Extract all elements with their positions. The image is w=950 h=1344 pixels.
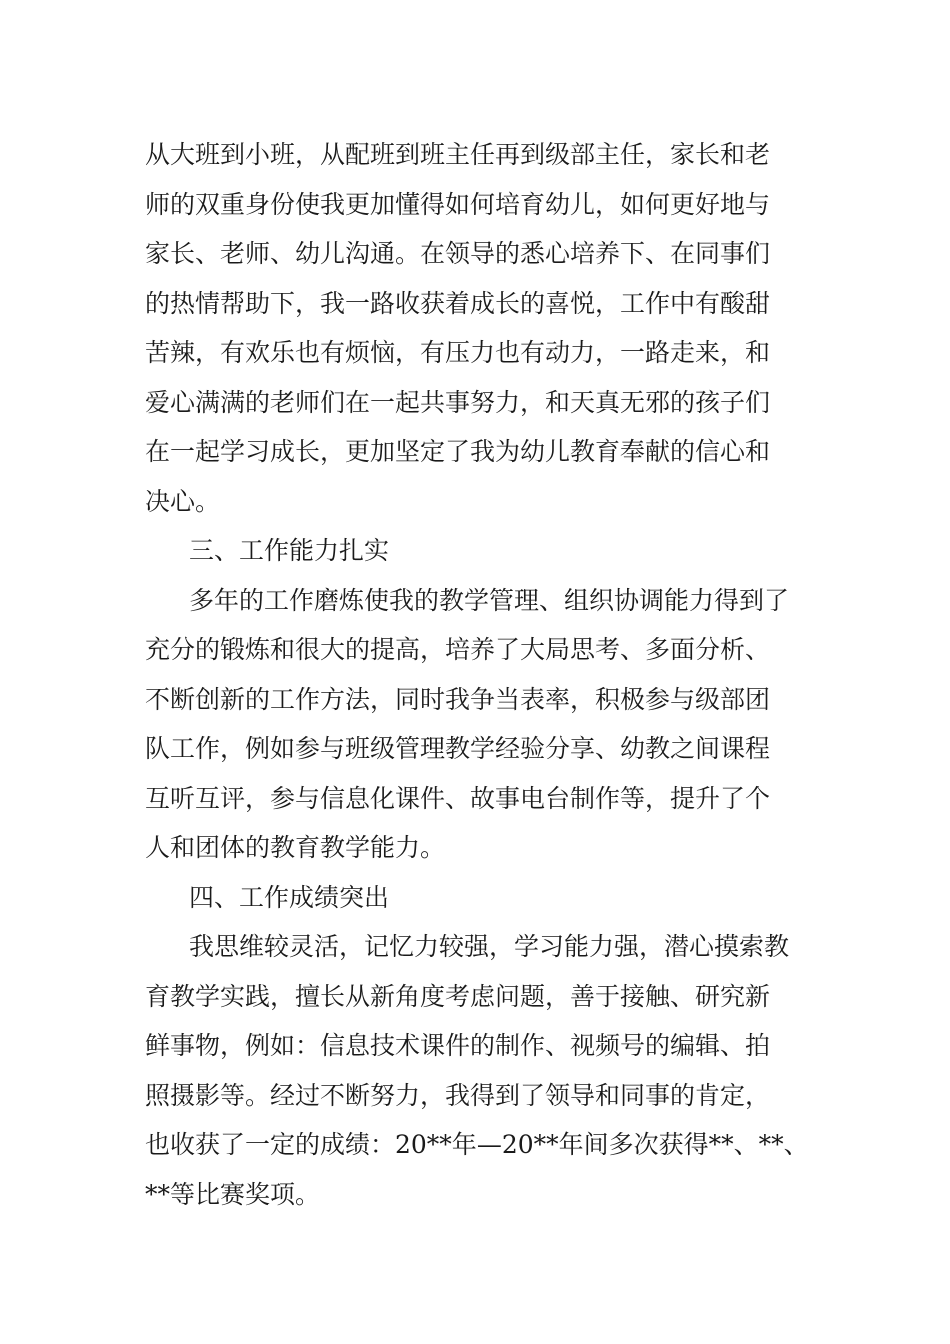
paragraph-achievements	[145, 922, 825, 1219]
document-body	[145, 130, 825, 1219]
text-line: 育教学实践，擅长从新角度考虑问题，善于接触、研究新	[145, 981, 771, 1011]
text-line: 也收获了一定的成绩：20**年—20**年间多次获得**、**、	[145, 1130, 809, 1159]
text-line: 人和团体的教育教学能力。	[145, 833, 446, 862]
text-line: **等比赛奖项。	[145, 1179, 321, 1209]
text-line: 从大班到小班，从配班到班主任再到级部主任，家长和老	[145, 140, 771, 169]
paragraph-work-ability	[145, 576, 825, 873]
text-line: 家长、老师、幼儿沟通。在领导的悉心培养下、在同事们	[145, 239, 771, 268]
text-line: 照摄影等。经过不断努力，我得到了领导和同事的肯定，	[145, 1080, 771, 1110]
text-line: 在一起学习成长，更加坚定了我为幼儿教育奉献的信心和	[145, 437, 771, 466]
section-heading-3	[145, 526, 825, 576]
text-line: 鲜事物，例如：信息技术课件的制作、视频号的编辑、拍	[145, 1031, 771, 1060]
section-heading-4	[145, 873, 825, 923]
text-line: 我思维较灵活，记忆力较强，学习能力强，潜心摸索教	[189, 932, 790, 961]
text-line: 不断创新的工作方法，同时我争当表率，积极参与级部团	[145, 684, 771, 714]
text-line: 多年的工作磨炼使我的教学管理、组织协调能力得到了	[189, 585, 790, 615]
heading-text: 四、工作成绩突出	[189, 882, 390, 912]
text-line: 充分的锻炼和很大的提高，培养了大局思考、多面分析、	[145, 635, 771, 664]
text-line: 队工作，例如参与班级管理教学经验分享、幼教之间课程	[145, 734, 771, 763]
text-line: 决心。	[145, 486, 221, 516]
text-line: 苦辣，有欢乐也有烦恼，有压力也有动力，一路走来，和	[145, 338, 771, 367]
text-line: 师的双重身份使我更加懂得如何培育幼儿，如何更好地与	[145, 189, 771, 219]
text-line: 的热情帮助下，我一路收获着成长的喜悦，工作中有酸甜	[145, 288, 771, 318]
text-line: 爱心满满的老师们在一起共事努力，和天真无邪的孩子们	[145, 387, 771, 417]
heading-text: 三、工作能力扎实	[189, 536, 390, 565]
text-line: 互听互评，参与信息化课件、故事电台制作等，提升了个	[145, 783, 771, 813]
paragraph-continuation	[145, 130, 825, 526]
